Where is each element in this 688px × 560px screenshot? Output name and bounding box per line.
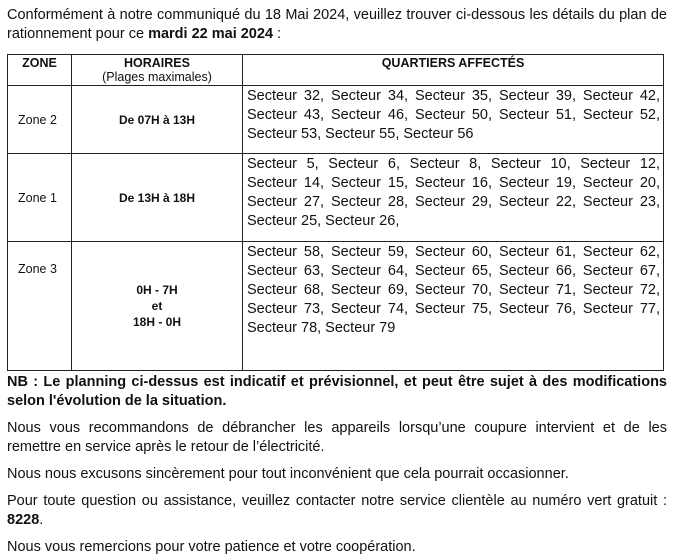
hours-cell [72,86,243,154]
hours-cell [72,154,243,242]
hotline-number: 8228 [7,512,40,528]
header-hours-sub: (Plages maximales) [102,70,212,84]
hours-line: 18H - 0H [132,315,182,329]
apology-paragraph: Nous nous excusons sincèrement pour tout inconvénient que cela pourrait occasionner. [7,466,569,482]
sectors-cell: Secteur 58, Secteur 59, Secteur 60, Secteur 61, Secteur 62, Secteur 63, Secteur 64, Secteur 65, Secteur 66, Secteur 67, Secteur 68, Secteur 69, Secteur 70, Secteur 71, Secteur 72, Secteur 73, Secteur 74, Secteur 75, Secteur 76, Secteur 77, Secteur 78, Secteur 79 [243,242,664,371]
table-row [8,154,664,242]
thanks-paragraph: Nous vous remercions pour votre patience et votre coopération. [7,539,416,555]
nb-note: NB : Le planning ci-dessus est indicatif et prévisionnel, et peut être sujet à des modifications selon l'évolution de la situation. [7,374,667,409]
hours-line: et [151,299,163,313]
intro-paragraph [7,6,667,44]
rationing-table [7,54,664,371]
document-page [7,6,667,557]
hours-line: De 07H à 13H [118,112,196,127]
header-hours-label: HORAIRES [124,56,190,70]
intro-end: : [273,26,282,42]
sectors-cell: Secteur 32, Secteur 34, Secteur 35, Secteur 39, Secteur 42, Secteur 43, Secteur 46, Secteur 50, Secteur 51, Secteur 52, Secteur 53, Secteur 55, Secteur 56 [243,86,664,154]
zone-cell: Zone 3 [8,242,72,371]
contact-paragraph [7,492,667,530]
header-zone: ZONE [8,55,72,86]
contact-end: . [39,512,44,528]
header-districts: QUARTIERS AFFECTÉS [243,55,664,86]
contact-text: Pour toute question ou assistance, veuillez contacter notre service clientèle au numéro vert gratuit : [7,493,667,509]
intro-text: Conformément à notre communiqué du 18 Mai 2024, veuillez trouver ci-dessous les détails du plan de rationnement pour ce [7,7,667,42]
header-hours [72,55,243,86]
zone-cell: Zone 2 [8,86,72,154]
hours-line: De 13H à 18H [118,190,196,205]
recommendation-paragraph: Nous vous recommandons de débrancher les appareils lorsqu’une coupure intervient et de les remettre en service après le retour de l’électricité. [7,420,667,455]
zone-cell: Zone 1 [8,154,72,242]
intro-date: mardi 22 mai 2024 [148,26,274,42]
table-row [8,242,664,371]
hours-line: 0H - 7H [136,283,178,297]
hours-cell [72,242,243,371]
table-row [8,86,664,154]
table-header-row [8,55,664,86]
sectors-cell: Secteur 5, Secteur 6, Secteur 8, Secteur 10, Secteur 12, Secteur 14, Secteur 15, Secteur 16, Secteur 19, Secteur 20, Secteur 27, Secteur 28, Secteur 29, Secteur 22, Secteur 23, Secteur 25, Secteur 26, [243,154,664,242]
